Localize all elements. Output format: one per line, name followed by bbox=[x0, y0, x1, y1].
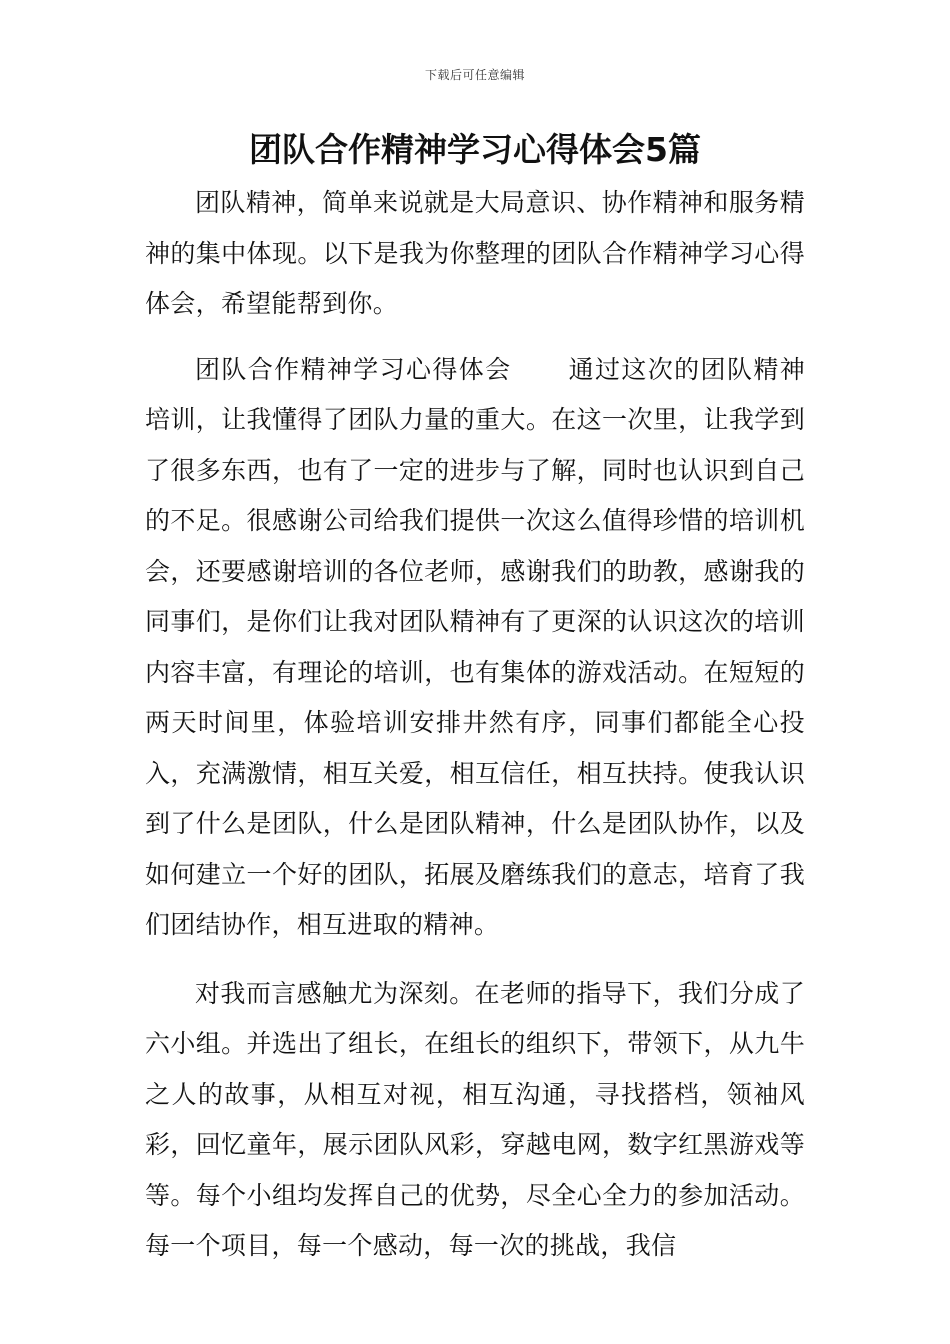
document-body bbox=[145, 178, 805, 1272]
header-note: 下载后可任意编辑 bbox=[424, 68, 525, 82]
document-title: 团队合作精神学习心得体会5篇 bbox=[249, 130, 701, 169]
section-text: 通过这次的团队精神培训，让我懂得了团队力量的重大。在这一次里，让我学到了很多东西，也有了一定的进步与了解，同时也认识到自己的不足。很感谢公司给我们提供一次这么值得珍惜的培训机会，还要感谢培训的各位老师，感谢我们的助教，感谢我的同事们，是你们让我对团队精神有了更深的认识这次的培训内容丰富，有理论的培训，也有集体的游戏活动。在短短的两天时间里，体验培训安排井然有序，同事们都能全心投入，充满激情，相互关爱，相互信任，相互扶持。使我认识到了什么是团队，什么是团队精神，什么是团队协作，以及如何建立一个好的团队，拓展及磨练我们的意志，培育了我们团结协作，相互进取的精神。 bbox=[145, 354, 806, 939]
paragraph-section-1 bbox=[145, 345, 805, 951]
paragraph-reflection: 对我而言感触尤为深刻。在老师的指导下，我们分成了六小组。并选出了组长，在组长的组织下，带领下，从九牛之人的故事，从相互对视，相互沟通，寻找搭档，领袖风彩，回忆童年，展示团队风彩，穿越电网，数字红黑游戏等等。每个小组均发挥自己的优势，尽全心全力的参加活动。每一个项目，每一个感动，每一次的挑战，我信 bbox=[145, 978, 805, 1260]
paragraph-intro: 团队精神，简单来说就是大局意识、协作精神和服务精神的集中体现。以下是我为你整理的团队合作精神学习心得体会，希望能帮到你。 bbox=[145, 188, 805, 318]
section-heading: 团队合作精神学习心得体会 bbox=[195, 354, 512, 384]
